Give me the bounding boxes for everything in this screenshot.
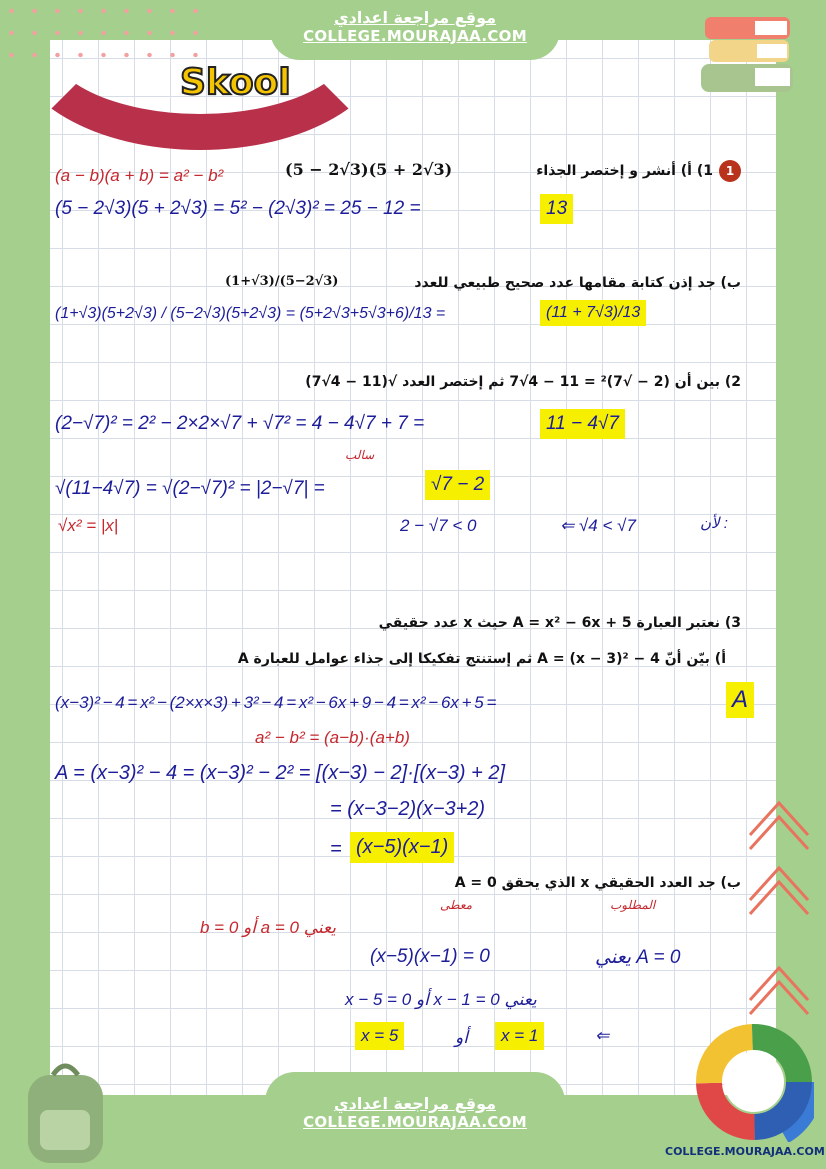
brand-url[interactable]: COLLEGE.MOURAJAA.COM <box>665 1145 825 1158</box>
q3-solution-2: A = (x−3)² − 4 = (x−3)² − 2² = [(x−3) − 2]·[(x−3) + 2] <box>55 762 505 784</box>
q3-answer-3: (x−5)(x−1) <box>350 832 454 863</box>
q1a-prompt <box>536 160 741 182</box>
chevron-up-decoration <box>746 860 812 916</box>
exercise-number-badge: 1 <box>719 160 741 182</box>
q3-identity: a² − b² = (a−b)·(a+b) <box>255 728 410 747</box>
q1-identity: (a − b)(a + b) = a² − b² <box>55 166 224 185</box>
site-name-ar[interactable]: موقع مراجعة اعدادي <box>333 8 497 27</box>
chevron-up-decoration <box>746 960 812 1016</box>
q1a-expression: (5 − 2√3)(5 + 2√3) <box>285 160 453 179</box>
q1-answer: 13 <box>540 194 573 224</box>
q3b-steps: x − 5 = 0 أو x − 1 = 0 يعني <box>345 990 537 1009</box>
footer-site-url[interactable]: COLLEGE.MOURAJAA.COM <box>303 1113 527 1131</box>
q3-solution-3: = (x−3−2)(x−3+2) <box>330 798 486 820</box>
q2-answer-2: √7 − 2 <box>425 470 490 500</box>
q2-inequality: 2 − √7 < 0 <box>400 516 477 535</box>
q1b-expression: (1+√3)/(5−2√3) <box>225 274 339 289</box>
q2-inequality-2: ⇐ √4 < √7 <box>560 516 636 535</box>
q3b-or: أو <box>455 1028 468 1047</box>
q3b-answer-x5: x = 5 <box>355 1022 404 1050</box>
backpack-icon <box>18 1055 113 1165</box>
q2-abs-note: √x² = |x| <box>58 516 119 535</box>
chevron-up-decoration <box>746 795 812 851</box>
q1-solution: (5 − 2√3)(5 + 2√3) = 5² − (2√3)² = 25 − 12 = <box>55 198 421 219</box>
skool-logo: Skool <box>180 62 291 103</box>
q1b-prompt: ب) جد إذن كتابة مقامها عدد صحيح طبيعي للعدد <box>414 275 741 291</box>
q2-because: لأن : <box>700 515 728 532</box>
q3b-answer-x1: x = 1 <box>495 1022 544 1050</box>
q3b-equation: (x−5)(x−1) = 0 <box>370 946 490 967</box>
q3a-prompt: أ) بيّن أنّ A = (x − 3)² − 4 ثم إستنتج تفكيكا إلى جذاء عوامل للعبارة A <box>237 651 726 667</box>
q3b-note-given: معطى <box>440 898 473 912</box>
q1b-solution: (1+√3)(5+2√3) / (5−2√3)(5+2√3) = (5+2√3+5√3+6)/13 = <box>55 305 446 322</box>
q3b-note-required: المطلوب <box>610 898 656 912</box>
q2-note-negative: سالب <box>345 448 375 462</box>
q2-answer-1: 11 − 4√7 <box>540 409 625 439</box>
top-banner[interactable] <box>270 0 560 60</box>
q3b-implies: ⇐ <box>595 1026 610 1045</box>
q3b-prompt: ب) جد العدد الحقيقي x الذي يحقق A = 0 <box>454 875 741 891</box>
footer-site-name-ar[interactable]: موقع مراجعة اعدادي <box>333 1094 497 1113</box>
q1b-answer: (11 + 7√3)/13 <box>540 300 646 326</box>
q3b-a-zero: يعني A = 0 <box>595 947 681 968</box>
equals-sign: = <box>330 838 342 860</box>
q3-prompt: 3) نعتبر العبارة A = x² − 6x + 5 حيث x عدد حقيقي <box>378 615 741 631</box>
q1a-label: 1) أ) أنشر و إختصر الجذاء <box>536 163 713 179</box>
q2-solution-1: (2−√7)² = 2² − 2×2×√7 + √7² = 4 − 4√7 + 7 = <box>55 413 425 434</box>
q3b-condition: b = 0 أو a = 0 يعني <box>200 918 336 937</box>
q2-prompt: 2) بين أن (2 − √7)² = 11 − 4√7 ثم إختصر العدد √(11 − 4√7) <box>305 374 741 390</box>
q3-answer-1: A <box>726 682 754 718</box>
site-url[interactable]: COLLEGE.MOURAJAA.COM <box>303 27 527 45</box>
bottom-banner[interactable] <box>265 1072 565 1152</box>
q3-solution-1: (x−3)² − 4 = x² − (2×x×3) + 3² − 4 = x² − 6x + 9 − 4 = x² − 6x + 5 = <box>55 693 497 712</box>
books-icon <box>695 12 805 97</box>
school-subjects-wheel-icon <box>694 1022 814 1142</box>
q2-solution-2: √(11−4√7) = √(2−√7)² = |2−√7| = <box>55 478 325 499</box>
